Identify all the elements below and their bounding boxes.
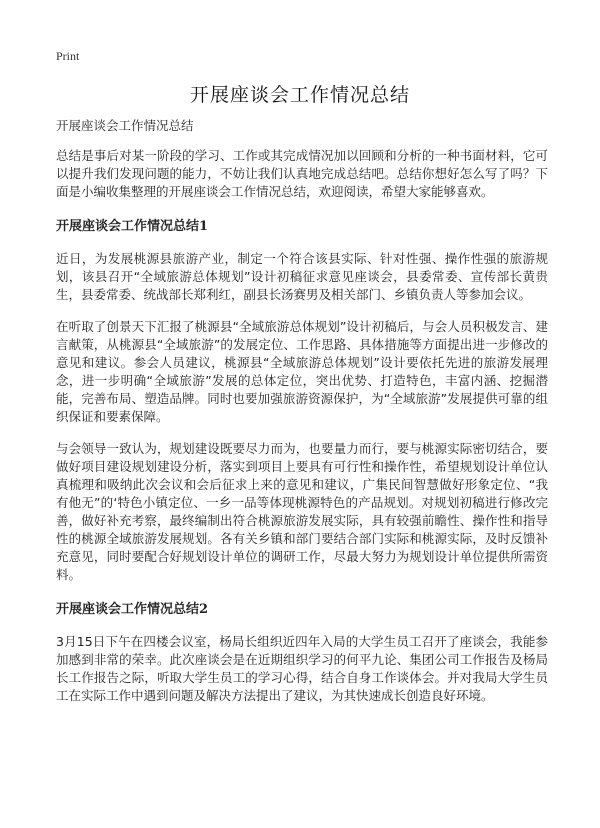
document-subtitle: 开展座谈会工作情况总结	[56, 118, 194, 133]
section-heading-1: 开展座谈会工作情况总结1	[56, 219, 209, 234]
section-2-paragraph-1: 3月15日下午在四楼会议室，杨局长组织近四年入局的大学生员工召开了座谈会，我能参加感到非常的荣幸。此次座谈会是在近期组织学习的何平九论、集团公司工作报告及杨局长工作报告之际，听取大学生员工的学习心得，结合自身工作谈体会。并对我局大学生员工在实际工作中遇到问题及解决方法提出了建议，为其快速成长创造良好环境。	[56, 634, 548, 703]
section-1-paragraph-3: 与会领导一致认为，规划建设既要尽力而为，也要量力而行，要与桃源实际密切结合，要做好项目建设规划建设分析，落实到项目上要具有可行性和操作性，希望规划设计单位认真梳理和吸纳此次会议和会后征求上来的意见和建议，广集民间智慧做好形象定位、“我有他无”的‘特色小镇定位、一乡一品等体现桃源特色的产品规划。对规划初稿进行修改完善，做好补充考察，最终编制出符合桃源旅游发展实际，具有较强前瞻性、操作性和指导性的桃源全域旅游发展规划。各有关乡镇和部门要结合部门实际和桃源实际，及时反馈补充意见，同时要配合好规划设计单位的调研工作，尽最大努力为规划设计单位提供所需资料。	[56, 441, 548, 582]
section-heading-2: 开展座谈会工作情况总结2	[56, 602, 209, 617]
section-1-paragraph-1: 近日，为发展桃源县旅游产业，制定一个符合该县实际、针对性强、操作性强的旅游规划，该县召开“全域旅游总体规划”设计初稿征求意见座谈会，县委常委、宣传部长黄贵生，县委常委、统战部长郑利红，副县长汤赛男及相关部门、乡镇负责人等参加会议。	[56, 251, 548, 302]
section-1-paragraph-2: 在听取了创景天下汇报了桃源县“全域旅游总体规划”设计初稿后，与会人员积极发言、建言献策，从桃源县“全域旅游”的发展定位、工作思路、具体措施等方面提出进一步修改的意见和建议。参会人员建议，桃源县“全域旅游总体规划”设计要依托先进的旅游发展理念，进一步明确“全域旅游”发展的总体定位，突出优势、打造特色，丰富内涵、挖掘潜能，完善布局、塑造品牌。同时也要加强旅游资源保护，为“全域旅游”发展提供可靠的组织保证和要素保障。	[56, 319, 548, 424]
document-body	[56, 117, 548, 719]
document-title: 开展座谈会工作情况总结	[189, 84, 410, 106]
print-link[interactable]: Print	[56, 49, 80, 63]
intro-paragraph: 总结是事后对某一阶段的学习、工作或其完成情况加以回顾和分析的一种书面材料，它可以提升我们发现问题的能力，不妨让我们认真地完成总结吧。总结你想好怎么写了吗？下面是小编收集整理的开展座谈会工作情况总结，欢迎阅读，希望大家能够喜欢。	[56, 148, 548, 199]
